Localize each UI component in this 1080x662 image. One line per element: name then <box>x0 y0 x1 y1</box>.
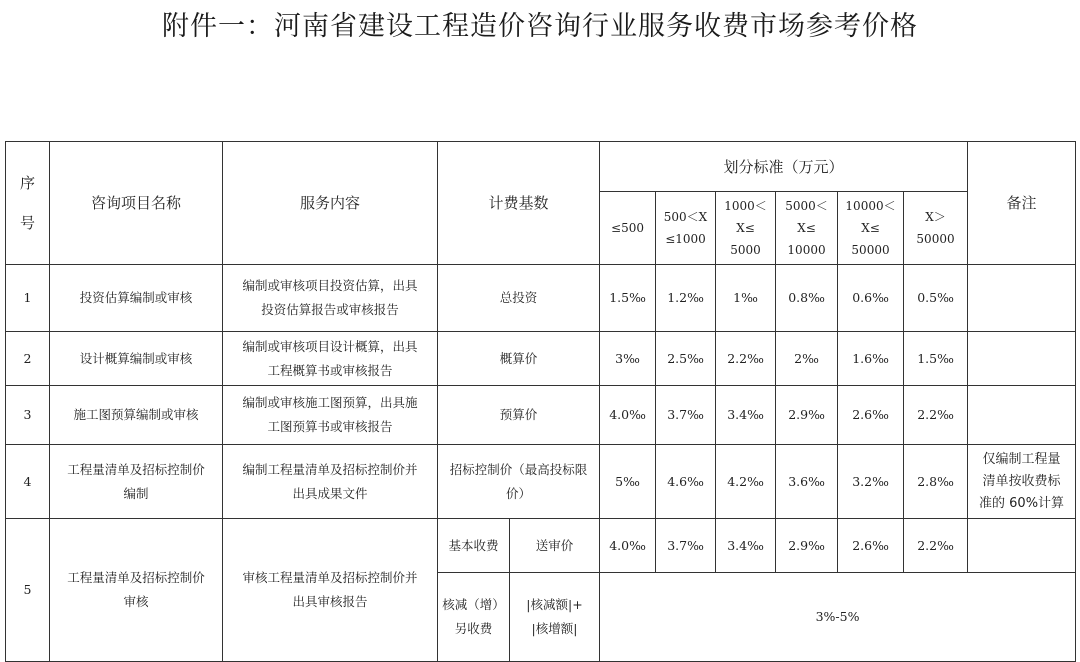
row-service <box>223 386 438 445</box>
row-name <box>50 265 223 332</box>
header-row-1 <box>6 142 1076 192</box>
row-seq: 4 <box>6 445 50 519</box>
header-name: 咨询项目名称 <box>50 142 223 265</box>
rate-cell: 3.4‰ <box>716 519 776 573</box>
rate-cell: 2.5‰ <box>656 332 716 386</box>
range-line: 10000＜ <box>845 199 896 213</box>
row-base-line: 总投资 <box>499 290 538 305</box>
rate-cell: 5‰ <box>600 445 656 519</box>
range-header <box>600 192 656 265</box>
row-service-line: 投资估算报告或审核报告 <box>261 302 399 317</box>
row-base <box>438 445 600 519</box>
rate-cell: 1.6‰ <box>838 332 904 386</box>
rate-cell: 1.2‰ <box>656 265 716 332</box>
rate-cell: 2.9‰ <box>776 519 838 573</box>
rate-cell: 4.6‰ <box>656 445 716 519</box>
rate-cell: 2.6‰ <box>838 519 904 573</box>
row-name <box>50 519 223 662</box>
rate-cell: 0.5‰ <box>904 265 968 332</box>
extra-fee-rate: 3%-5% <box>600 573 1076 662</box>
rate-cell: 3.4‰ <box>716 386 776 445</box>
row-base-line: 概算价 <box>499 350 538 366</box>
rate-cell: 2‰ <box>776 332 838 386</box>
row-seq: 2 <box>6 332 50 386</box>
extra-fee-label-line: 核减（增） <box>442 597 505 612</box>
row-name-line: 工程量清单及招标控制价 <box>67 570 205 585</box>
row-note-line: 清单按收费标 <box>982 473 1061 489</box>
row-base <box>438 386 600 445</box>
row-base-line: 招标控制价（最高投标限 <box>449 461 588 477</box>
row-note <box>968 445 1076 519</box>
row-name <box>50 445 223 519</box>
row-service-line: 编制或审核项目投资估算，出具 <box>242 278 418 293</box>
header-seq <box>6 142 50 265</box>
row-service-line: 出具成果文件 <box>292 485 368 501</box>
row-service <box>223 265 438 332</box>
rate-cell: 3.2‰ <box>838 445 904 519</box>
range-line: X≤ <box>736 221 755 235</box>
extra-fee-label <box>438 573 510 662</box>
row-service-line: 审核工程量清单及招标控制价并 <box>242 570 418 585</box>
rate-cell: 1.5‰ <box>904 332 968 386</box>
row-service-line: 编制或审核施工图预算，出具施 <box>242 395 418 410</box>
header-note: 备注 <box>968 142 1076 265</box>
table-row <box>6 445 1076 519</box>
rate-cell: 0.6‰ <box>838 265 904 332</box>
row-service-line: 工程概算书或审核报告 <box>267 362 393 378</box>
basic-fee-base: 送审价 <box>510 519 600 573</box>
row-note-line: 仅编制工程量 <box>982 451 1061 467</box>
range-line: 10000 <box>787 243 826 257</box>
rate-cell: 1‰ <box>716 265 776 332</box>
row-service-line: 出具审核报告 <box>292 594 368 609</box>
header-division: 划分标准（万元） <box>600 142 968 192</box>
row-name-line: 工程量清单及招标控制价 <box>67 461 205 477</box>
rate-cell: 4.2‰ <box>716 445 776 519</box>
row-name-line: 审核 <box>123 594 149 609</box>
rate-cell: 2.2‰ <box>904 386 968 445</box>
range-line: 5000＜ <box>785 199 828 213</box>
range-header <box>776 192 838 265</box>
extra-fee-base-line: |核减额|+ <box>526 597 583 612</box>
header-seq-line: 号 <box>19 214 35 232</box>
rate-cell: 3‰ <box>600 332 656 386</box>
header-service: 服务内容 <box>223 142 438 265</box>
range-header <box>838 192 904 265</box>
row-seq: 1 <box>6 265 50 332</box>
row-name-line: 编制 <box>123 485 149 501</box>
range-line: X≤ <box>797 221 816 235</box>
row-service-line: 编制工程量清单及招标控制价并 <box>242 461 418 477</box>
row-name-line: 施工图预算编制或审核 <box>73 407 199 422</box>
row-service <box>223 519 438 662</box>
table-row <box>6 332 1076 386</box>
document-title: 附件一：河南省建设工程造价咨询行业服务收费市场参考价格 <box>162 11 918 42</box>
row-note <box>968 386 1076 445</box>
rate-cell: 3.7‰ <box>656 519 716 573</box>
fee-table <box>5 141 1076 662</box>
range-line: ≤500 <box>611 221 644 235</box>
row-service <box>223 445 438 519</box>
rate-cell: 3.7‰ <box>656 386 716 445</box>
range-line: 1000＜ <box>724 199 767 213</box>
row-base-line: 价） <box>506 485 532 501</box>
rate-cell: 1.5‰ <box>600 265 656 332</box>
rate-cell: 2.6‰ <box>838 386 904 445</box>
range-header <box>716 192 776 265</box>
rate-cell: 2.8‰ <box>904 445 968 519</box>
rate-cell: 4.0‰ <box>600 519 656 573</box>
table-row <box>6 386 1076 445</box>
row-service-line: 编制或审核项目设计概算，出具 <box>242 338 418 354</box>
extra-fee-label-line: 另收费 <box>454 621 493 636</box>
row-note <box>968 332 1076 386</box>
range-line: 500＜X <box>663 210 708 224</box>
row-seq: 3 <box>6 386 50 445</box>
table-row <box>6 265 1076 332</box>
rate-cell: 4.0‰ <box>600 386 656 445</box>
range-line: 50000 <box>851 243 890 257</box>
row-note-line: 准的 60%计算 <box>979 495 1065 511</box>
header-seq-line: 序 <box>19 174 35 192</box>
range-line: 50000 <box>916 232 955 246</box>
row-note <box>968 265 1076 332</box>
rate-cell: 2.2‰ <box>716 332 776 386</box>
table-row <box>6 519 1076 573</box>
row-name-line: 设计概算编制或审核 <box>79 350 193 366</box>
range-line: ≤1000 <box>665 232 706 246</box>
rate-cell: 2.9‰ <box>776 386 838 445</box>
row-service-line: 工图预算书或审核报告 <box>267 419 393 434</box>
row-base <box>438 332 600 386</box>
rate-cell: 0.8‰ <box>776 265 838 332</box>
range-header <box>656 192 716 265</box>
rate-cell: 3.6‰ <box>776 445 838 519</box>
extra-fee-base <box>510 573 600 662</box>
row-service <box>223 332 438 386</box>
range-line: X≤ <box>861 221 880 235</box>
extra-fee-base-line: |核增额| <box>531 621 578 636</box>
rate-cell: 2.2‰ <box>904 519 968 573</box>
range-line: 5000 <box>730 243 761 257</box>
row-note <box>968 519 1076 573</box>
row-name <box>50 386 223 445</box>
row-seq: 5 <box>6 519 50 662</box>
row-base-line: 预算价 <box>499 407 538 422</box>
row-name <box>50 332 223 386</box>
range-header <box>904 192 968 265</box>
range-line: X＞ <box>925 210 946 224</box>
basic-fee-label: 基本收费 <box>438 519 510 573</box>
row-base <box>438 265 600 332</box>
row-name-line: 投资估算编制或审核 <box>79 290 193 305</box>
header-base: 计费基数 <box>438 142 600 265</box>
